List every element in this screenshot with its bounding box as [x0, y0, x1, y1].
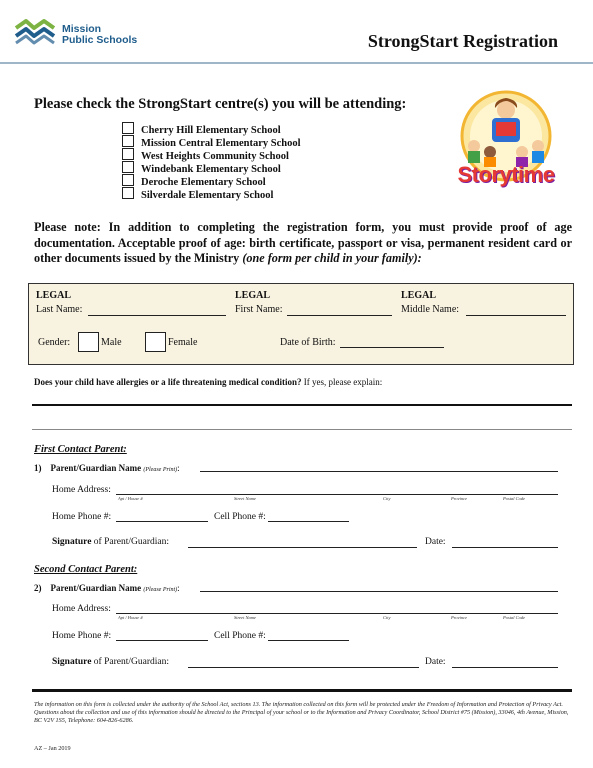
- street-hint: Street Name: [234, 615, 256, 620]
- home-phone-label: Home Phone #:: [52, 631, 112, 641]
- header-divider: [0, 62, 593, 64]
- contact1-date-field[interactable]: [452, 547, 558, 548]
- school-option[interactable]: Windebank Elementary School: [122, 161, 281, 174]
- female-checkbox[interactable]: [145, 332, 166, 352]
- contact1-home-phone-field[interactable]: [116, 521, 208, 522]
- contact1-signature-field[interactable]: [188, 547, 417, 548]
- home-address-label: Home Address:: [52, 604, 111, 614]
- home-address-label: Home Address:: [52, 485, 111, 495]
- cell-phone-label: Cell Phone #:: [214, 631, 266, 641]
- signature-label: Signature of Parent/Guardian:: [52, 537, 169, 547]
- school-option[interactable]: Cherry Hill Elementary School: [122, 122, 281, 135]
- logo-line1: Mission: [62, 23, 102, 35]
- gender-label: Gender:: [38, 337, 71, 348]
- privacy-notice: The information on this form is collected under the authority of the School Act, sections 13. The information collected on this form will be protected under the Freedom of Information and Protection of Privacy Act. Questions about the collection and use of this information should be directed to the Principal of your school or to the Information and Privacy Coordinator, School District #75 (Mission), 33046, 4th Avenue, Mission, BC V2V 1S5, Telephone: 604-826-6286.: [34, 701, 569, 725]
- storytime-illustration: [440, 88, 572, 196]
- page-title: StrongStart Registration: [367, 31, 558, 51]
- second-contact-heading: Second Contact Parent:: [34, 564, 138, 575]
- checkbox[interactable]: [122, 148, 134, 160]
- logo: [14, 18, 154, 48]
- home-phone-label: Home Phone #:: [52, 512, 112, 522]
- school-option[interactable]: Mission Central Elementary School: [122, 135, 301, 148]
- postal-hint: Postal Code: [503, 496, 526, 501]
- female-label: Female: [168, 337, 198, 348]
- centres-heading: Please check the StrongStart centre(s) you will be attending:: [34, 96, 407, 112]
- last-name-field[interactable]: [88, 315, 226, 316]
- checkbox[interactable]: [122, 135, 134, 147]
- dob-field[interactable]: [340, 347, 444, 348]
- proof-of-age-note: Please note: In addition to completing the registration form, you must provide proof of age documentation. Acceptable proof of age: birth certificate, passport or visa, permanent resident card or other documents issued by the Ministry (one form per child in your family):: [34, 220, 572, 265]
- legal-label: LEGAL: [36, 290, 72, 301]
- school-option[interactable]: Deroche Elementary School: [122, 174, 266, 187]
- street-hint: Street Name: [234, 496, 256, 501]
- checkbox[interactable]: [122, 122, 134, 134]
- contact1-name-field[interactable]: [200, 471, 558, 472]
- first-contact-heading: First Contact Parent:: [34, 444, 127, 455]
- date-label: Date:: [425, 657, 446, 667]
- child-info-box: [28, 283, 574, 365]
- province-hint: Province: [451, 496, 468, 501]
- province-hint: Province: [451, 615, 468, 620]
- contact2-address-field[interactable]: [116, 613, 558, 614]
- last-name-label: Last Name:: [36, 304, 83, 315]
- contact1-cell-phone-field[interactable]: [268, 521, 349, 522]
- section-divider: [32, 429, 572, 430]
- logo-line2: Public Schools: [62, 34, 138, 46]
- contact2-cell-phone-field[interactable]: [268, 640, 349, 641]
- legal-label: LEGAL: [235, 290, 271, 301]
- male-checkbox[interactable]: [78, 332, 99, 352]
- contact2-name-row: 2) Parent/Guardian Name (Please Print):: [34, 583, 180, 593]
- contact2-signature-field[interactable]: [188, 667, 419, 668]
- dob-label: Date of Birth:: [280, 337, 336, 348]
- footer-divider: [32, 689, 572, 692]
- apt-hint: Apt / House #: [118, 615, 143, 620]
- signature-label: Signature of Parent/Guardian:: [52, 657, 169, 667]
- first-name-field[interactable]: [287, 315, 392, 316]
- checkbox[interactable]: [122, 161, 134, 173]
- checkbox[interactable]: [122, 187, 134, 199]
- form-code: AZ – Jan 2019: [34, 745, 71, 752]
- school-option[interactable]: West Heights Community School: [122, 148, 289, 161]
- postal-hint: Postal Code: [503, 615, 526, 620]
- apt-hint: Apt / House #: [118, 496, 143, 501]
- date-label: Date:: [425, 537, 446, 547]
- city-hint: City: [383, 496, 391, 501]
- contact2-date-field[interactable]: [452, 667, 558, 668]
- cell-phone-label: Cell Phone #:: [214, 512, 266, 522]
- first-name-label: First Name:: [235, 304, 283, 315]
- medical-question: Does your child have allergies or a life threatening medical condition? If yes, please explain:: [34, 377, 383, 387]
- contact1-address-field[interactable]: [116, 494, 558, 495]
- contact1-name-row: 1) Parent/Guardian Name (Please Print):: [34, 463, 180, 473]
- contact2-home-phone-field[interactable]: [116, 640, 208, 641]
- city-hint: City: [383, 615, 391, 620]
- male-label: Male: [101, 337, 122, 348]
- storytime-text: Storytime: [457, 162, 555, 187]
- medical-answer-line[interactable]: [32, 404, 572, 406]
- legal-label: LEGAL: [401, 290, 437, 301]
- school-option[interactable]: Silverdale Elementary School: [122, 187, 273, 200]
- checkbox[interactable]: [122, 174, 134, 186]
- contact2-name-field[interactable]: [200, 591, 558, 592]
- middle-name-label: Middle Name:: [401, 304, 460, 315]
- middle-name-field[interactable]: [466, 315, 566, 316]
